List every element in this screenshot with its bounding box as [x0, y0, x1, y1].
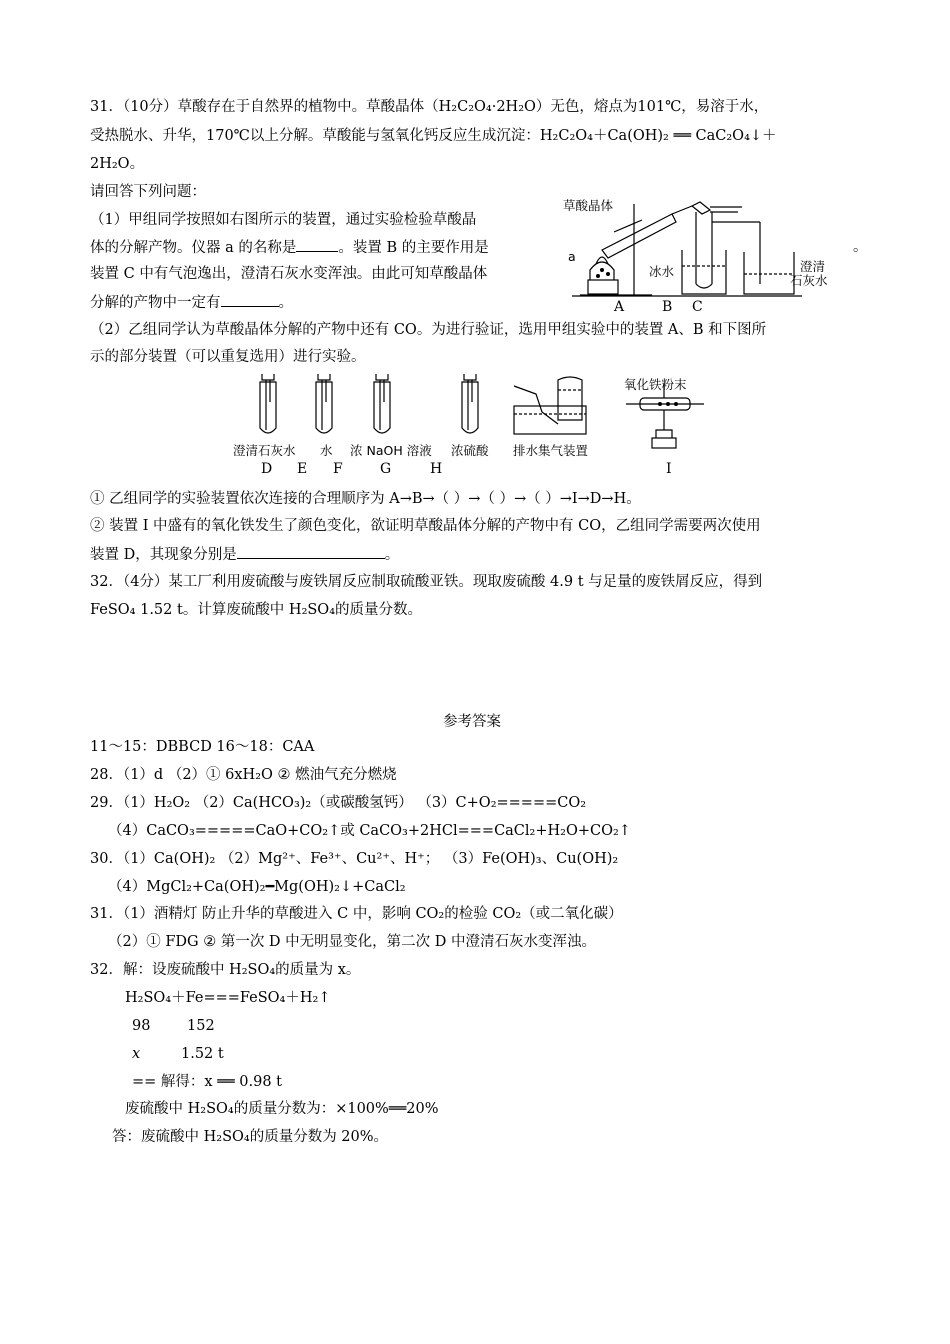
- label-h2so4-g: 浓硫酸: [451, 443, 489, 458]
- letter-G: G: [380, 461, 392, 477]
- answer-11-18: 11～15：DBBCD 16～18：CAA: [90, 739, 315, 755]
- q31-p1-line4a: 分解的产物中一定有: [90, 295, 221, 311]
- answer-31-line2: （2）① FDG ② 第一次 D 中无明显变化，第二次 D 中澄清石灰水变浑浊。: [108, 934, 597, 950]
- answer-32-98: 98: [132, 1018, 151, 1034]
- answer-30-line1: 30．（1）Ca(OH)₂ （2）Mg²⁺、Fe³⁺、Cu²⁺、H⁺； （3）Fe(OH)₃、Cu(OH)₂: [90, 851, 619, 867]
- q31-sub2-line2b: 。: [384, 547, 400, 563]
- q31-p1-line2: [90, 237, 489, 258]
- answer-32-fraction: 废硫酸中 H₂SO₄的质量分数为：×100%══20%: [125, 1101, 439, 1117]
- q31-p1-line2a: 体的分解产物。仪器 a 的名称是: [90, 240, 297, 256]
- letter-E: E: [297, 461, 308, 477]
- answer-blank-instrument[interactable]: [296, 237, 338, 252]
- q31-p1-line1: （1）甲组同学按照如右图所示的装置，通过实验检验草酸晶: [90, 212, 477, 228]
- q31-sub2-line2: [90, 544, 399, 565]
- label-water-e: 水: [320, 443, 333, 458]
- label-limewater-2: 石灰水: [790, 273, 828, 288]
- answer-29-line2: （4）CaCO₃=====CaO+CO₂↑或 CaCO₃+2HCl===CaCl₂+H₂O+CO₂↑: [108, 823, 631, 839]
- q31-sub2-line1: ② 装置 I 中盛有的氧化铁发生了颜色变化，欲证明草酸晶体分解的产物中有 CO，乙组同学需要两次使用: [90, 518, 761, 534]
- q32-line2: FeSO₄ 1.52 t。计算废硫酸中 H₂SO₄的质量分数。: [90, 602, 423, 618]
- q31-p1-line4b: 。: [278, 295, 293, 311]
- answer-32-line1: 32．解：设废硫酸中 H₂SO₄的质量为 x。: [90, 962, 361, 978]
- label-iron-oxide: 氧化铁粉末: [624, 377, 687, 392]
- q31-p1-line2b: 。装置 B 的主要作用是: [338, 240, 489, 256]
- q31-sub2-line2a: 装置 D，其现象分别是: [90, 547, 237, 563]
- q32-line1: 32．（4分）某工厂利用废硫酸与废铁屑反应制取硫酸亚铁。现取废硫酸 4.9 t 与足量的废铁屑反应，得到: [90, 574, 763, 590]
- answer-30-line2: （4）MgCl₂+Ca(OH)₂━Mg(OH)₂↓+CaCl₂: [108, 879, 406, 895]
- letter-D: D: [261, 461, 273, 477]
- q31-p2-line1: （2）乙组同学认为草酸晶体分解的产物中还有 CO。为进行验证，选用甲组实验中的装置 A、B 和下图所: [90, 322, 767, 338]
- answer-32-solve: == 解得：x ══ 0.98 t: [132, 1074, 282, 1090]
- answer-31-line1: 31．（1）酒精灯 防止升华的草酸进入 C 中，影响 CO₂的检验 CO₂（或二氧化碳）: [90, 906, 623, 922]
- answer-blank-phenomena[interactable]: [237, 544, 385, 559]
- q31-line3: 2H₂O。: [90, 156, 145, 172]
- answer-32-152t: 1.52 t: [181, 1046, 224, 1062]
- label-naoh-f: 浓 NaOH 溶液: [350, 443, 432, 458]
- answer-28: 28．（1）d （2）① 6xH₂O ② 燃油气充分燃烧: [90, 767, 397, 783]
- q31-p2-line2: 示的部分装置（可以重复选用）进行实验。: [90, 349, 366, 365]
- answer-32-conclusion: 答：废硫酸中 H₂SO₄的质量分数为 20%。: [112, 1129, 389, 1145]
- letter-C: C: [692, 299, 703, 315]
- q31-sub1: ① 乙组同学的实验装置依次连接的合理顺序为 A→B→（ ）→（ ）→（ ）→I→D→H。: [90, 491, 641, 507]
- label-water-collect-h: 排水集气装置: [513, 443, 589, 458]
- q31-line4: 请回答下列问题：: [90, 184, 206, 200]
- label-ice-water: 冰水: [649, 264, 675, 279]
- letter-I: I: [666, 461, 672, 477]
- letter-B: B: [662, 299, 673, 315]
- letter-F: F: [333, 461, 343, 477]
- label-limewater-1: 澄清: [800, 259, 826, 274]
- answer-blank-products[interactable]: [221, 292, 279, 307]
- label-a: a: [568, 249, 576, 264]
- answer-32-152: 152: [187, 1018, 215, 1034]
- label-limewater-d: 澄清石灰水: [233, 443, 296, 458]
- letter-A: A: [614, 299, 625, 315]
- answer-29-line1: 29．（1）H₂O₂ （2）Ca(HCO₃)₂（或碳酸氢钙） （3）C+O₂=====CO₂: [90, 795, 587, 811]
- answer-32-x: x: [132, 1046, 141, 1062]
- letter-H: H: [430, 461, 443, 477]
- answers-title: 参考答案: [443, 714, 501, 730]
- q31-line1: 31．（10分）草酸存在于自然界的植物中。草酸晶体（H₂C₂O₄·2H₂O）无色，熔点为101℃，易溶于水，: [90, 99, 769, 115]
- label-oxalic-crystal: 草酸晶体: [563, 198, 614, 213]
- trailing-dot: 。: [853, 239, 868, 255]
- answer-32-equation: H₂SO₄＋Fe===FeSO₄＋H₂↑: [125, 990, 331, 1006]
- q31-p1-line4: [90, 292, 293, 313]
- q31-line2: 受热脱水、升华，170℃以上分解。草酸能与氢氧化钙反应生成沉淀：H₂C₂O₄＋Ca(OH)₂ ══ CaC₂O₄↓＋: [90, 128, 777, 144]
- q31-p1-line3: 装置 C 中有气泡逸出，澄清石灰水变浑浊。由此可知草酸晶体: [90, 266, 488, 282]
